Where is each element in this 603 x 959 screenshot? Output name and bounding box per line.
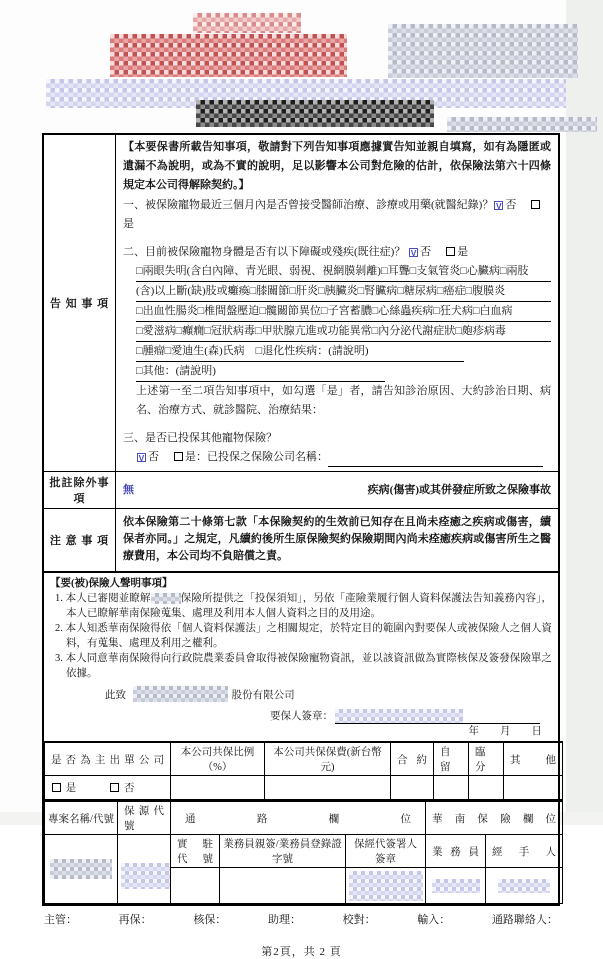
- attention-section: [44, 508, 558, 571]
- approval-proofread: 校對：: [342, 914, 376, 926]
- addressee-prefix: 此致: [105, 690, 126, 701]
- primary-yes-checkbox[interactable]: [52, 783, 61, 792]
- channel-table: [44, 800, 563, 904]
- redacted-source-code: [121, 863, 171, 889]
- declaration-item-1: [50, 591, 552, 621]
- check-mark: V: [138, 453, 145, 463]
- applicant-signature-field[interactable]: [335, 708, 540, 724]
- disease-option-line[interactable]: □出血性腸炎□椎間盤壓迫□髖關節異位□子宮蓄膿□心絲蟲疾病□狂犬病□白血病: [136, 302, 551, 322]
- item-number: 1.: [55, 593, 63, 604]
- exclusions-label: 批註除外事項: [44, 472, 116, 508]
- declaration-item-2: [50, 621, 552, 651]
- coins-header-facultative: 臨 分: [469, 742, 504, 776]
- redacted-company-logo: [110, 34, 347, 77]
- redacted-form-number: [447, 117, 597, 132]
- form-body: [42, 133, 560, 906]
- salesperson-sign-field[interactable]: [220, 868, 346, 904]
- sales-stamp-field[interactable]: [426, 868, 486, 904]
- source-code-field[interactable]: [118, 835, 171, 904]
- disease-option-line[interactable]: □其他：(請說明): [136, 362, 385, 382]
- item-1-prefix: 本人已審閱並瞭解: [65, 593, 151, 604]
- primary-no-checkbox[interactable]: [110, 783, 119, 792]
- q1-yes-checkbox[interactable]: [531, 200, 540, 209]
- disclosure-section: [44, 135, 558, 471]
- approval-assistant: 助理：: [267, 914, 301, 926]
- exclusions-note: 疾病(傷害)或其併發症所致之保險事故: [367, 483, 551, 496]
- broker-sign-field[interactable]: [346, 868, 426, 904]
- redacted-logo-small: [193, 13, 301, 33]
- disease-option-line[interactable]: □愛滋病□癲癇□冠狀病毒□甲狀腺亢進或功能異常□內分泌代謝症狀□皰疹病毒: [136, 322, 551, 342]
- coins-header-contract: 合 約: [391, 742, 434, 776]
- disclosure-followup: 上述第一至二項告知事項中，如勾選「是」者，請告知診治原因、大約診治日期、病名、治療方式、就診醫院、治療結果：: [136, 385, 551, 416]
- handler-stamp-field[interactable]: [486, 868, 563, 904]
- date-line: 年 月 日: [468, 726, 542, 737]
- exclusions-section: [44, 471, 558, 508]
- coins-header-primary: 是 否 為 主 出 單 公 司: [45, 742, 171, 776]
- question-2: [123, 243, 551, 262]
- channel-header-channel: 通 路 欄 位: [171, 801, 426, 835]
- q3-yes-label: 是：已投保之保險公司名稱：: [185, 451, 328, 463]
- check-mark: V: [410, 248, 417, 258]
- q3-yes-checkbox[interactable]: [174, 452, 183, 461]
- question-3: 三、是否已投保其他寵物保險？: [123, 432, 277, 444]
- approval-reinsurance: 再保：: [118, 914, 152, 926]
- agent-code-field[interactable]: [171, 868, 220, 904]
- coins-header-ratio: 本公司共保比例（%）: [171, 742, 265, 776]
- channel-subheader-broker-sign: 保經代簽署人簽章: [346, 835, 426, 868]
- coins-retain-field[interactable]: [434, 776, 469, 800]
- item-number: 2.: [55, 623, 63, 634]
- approval-supervisor: 主管：: [44, 914, 77, 926]
- redacted-company-name: [133, 686, 228, 702]
- q1-yes-label: 是: [123, 218, 134, 230]
- item-1-suffix: 保險所提供之「投保須知」，另依「產險業履行個人資料保護法告知義務內容」，本人已瞭解華南保險蒐集、處理及利用本人個人資料之目的及用途。: [66, 593, 553, 619]
- item-3-text: 本人同意華南保險得向行政院農業委員會取得被保險寵物資訊，並以該資訊做為實際核保及簽發保險單之依據。: [65, 653, 552, 679]
- approval-channel-contact: 通路聯絡人：: [491, 914, 558, 926]
- q3-no-label: 否: [148, 451, 159, 463]
- page-number: 第2頁，共 2 頁: [261, 946, 342, 958]
- redacted-sales-stamp: [432, 879, 480, 893]
- coins-header-retain: 自 留: [434, 742, 469, 776]
- channel-subheader-agent-code: 實 駐 代 號: [171, 835, 220, 868]
- item-2-text: 本人知悉華南保險得依「個人資料保護法」之相關規定，於特定目的範圍內對要保人或被保險人之個人資料，有蒐集、處理及利用之權利。: [65, 623, 552, 649]
- disclosure-label: 告 知 事 項: [44, 135, 116, 471]
- redacted-header-right: [388, 24, 578, 78]
- redacted-insurer-name: [151, 593, 181, 604]
- q2-no-checkbox-checked[interactable]: [409, 248, 418, 257]
- disease-option-line[interactable]: (含)以上斷(缺)肢或癱瘓□膝關節□肝炎□胰臟炎□腎臟病□糖尿病□癌症□腹膜炎: [136, 282, 551, 302]
- redacted-broker-stamp: [349, 871, 423, 901]
- q1-no-checkbox-checked[interactable]: [494, 201, 503, 210]
- coins-header-premium: 本公司共保保費(新台幣元): [265, 742, 391, 776]
- primary-yes-label: 是: [65, 783, 77, 794]
- other-insurer-name-field[interactable]: [328, 455, 543, 467]
- coins-answer-cell: [45, 776, 171, 800]
- disease-option-line[interactable]: □兩眼失明(含白內障、青光眼、弱視、視網膜剝離)□耳聾□支氣管炎□心臟病□兩肢: [136, 262, 551, 282]
- question-1: [123, 196, 551, 234]
- approval-line: [44, 911, 558, 927]
- redacted-handler-stamp: [498, 879, 550, 893]
- addressee-line: [50, 686, 552, 706]
- channel-subheader-sales: 業 務 員: [426, 835, 486, 868]
- channel-subheader-salesperson: 業務員親簽/業務員登錄證字號: [220, 835, 346, 868]
- declaration-section: [44, 571, 558, 741]
- letterhead: [0, 0, 603, 133]
- project-code-field[interactable]: [45, 835, 118, 904]
- disclosure-intro: 【本要保書所載告知事項，敬請對下列告知事項應據實告知並親自填寫，如有為隱匿或遺漏不為說明，或為不實的說明，足以影響本公司對危險的估計，依保險法第六十四條規定本公司得解除契約。】: [123, 141, 551, 191]
- attention-label: 注 意 事 項: [44, 509, 116, 571]
- addressee-suffix: 股份有限公司: [231, 690, 295, 701]
- exclusions-value: 無: [123, 483, 134, 496]
- disease-option-line[interactable]: □腫瘤□愛迪生(森)氏病 □退化性疾病：(請說明): [136, 342, 464, 362]
- check-mark: V: [495, 201, 502, 211]
- item-number: 3.: [55, 653, 63, 664]
- channel-header-project: 專案名稱/代號: [45, 801, 118, 835]
- coins-other-field[interactable]: [504, 776, 563, 800]
- channel-header-source: 保 源 代 號: [118, 801, 171, 835]
- channel-subheader-handler: 經 手 人: [486, 835, 563, 868]
- q3-no-checkbox-checked[interactable]: [137, 453, 146, 462]
- approval-underwriting: 核保：: [193, 914, 227, 926]
- coins-facultative-field[interactable]: [469, 776, 504, 800]
- q2-yes-label: 是: [457, 246, 469, 258]
- q2-yes-checkbox[interactable]: [446, 247, 455, 256]
- q1-no-label: 否: [505, 199, 517, 211]
- approval-input: 輸入：: [417, 914, 451, 926]
- redacted-form-title: [196, 100, 434, 127]
- signature-label: 要保人簽章：: [270, 711, 333, 722]
- question-2-text: 二、目前被保險寵物身體是否有以下障礙或殘疾(既往症)？: [123, 246, 406, 258]
- coinsurance-table: [44, 741, 563, 800]
- signature-line: [50, 708, 552, 724]
- primary-no-label: 否: [124, 783, 135, 794]
- coins-ratio-field[interactable]: [171, 776, 265, 800]
- question-1-text: 一、被保險寵物最近三個月內是否曾接受醫師治療、診療或用藥(就醫紀錄)？: [123, 199, 494, 211]
- channel-header-huanan: 華 南 保 險 欄 位: [426, 801, 563, 835]
- declaration-title: 【要(被)保險人聲明事項】: [50, 578, 173, 589]
- redacted-project-code: [50, 859, 112, 879]
- coins-premium-field[interactable]: [265, 776, 391, 800]
- q2-no-label: 否: [420, 246, 432, 258]
- coins-header-other: 其 他: [504, 742, 563, 776]
- declaration-item-3: [50, 651, 552, 681]
- coins-contract-field[interactable]: [391, 776, 434, 800]
- attention-text: 依本保險第二十條第七款「本保險契約的生效前已知存在且尚未痊癒之疾病或傷害，續保者亦同。」之規定，凡續約後所生原保險契約保險期間內尚未痊癒疾病或傷害所生之醫療費用，本公司均不負賠償之責。: [123, 516, 551, 562]
- question-3-answer: [123, 448, 551, 467]
- redacted-signature: [335, 709, 463, 723]
